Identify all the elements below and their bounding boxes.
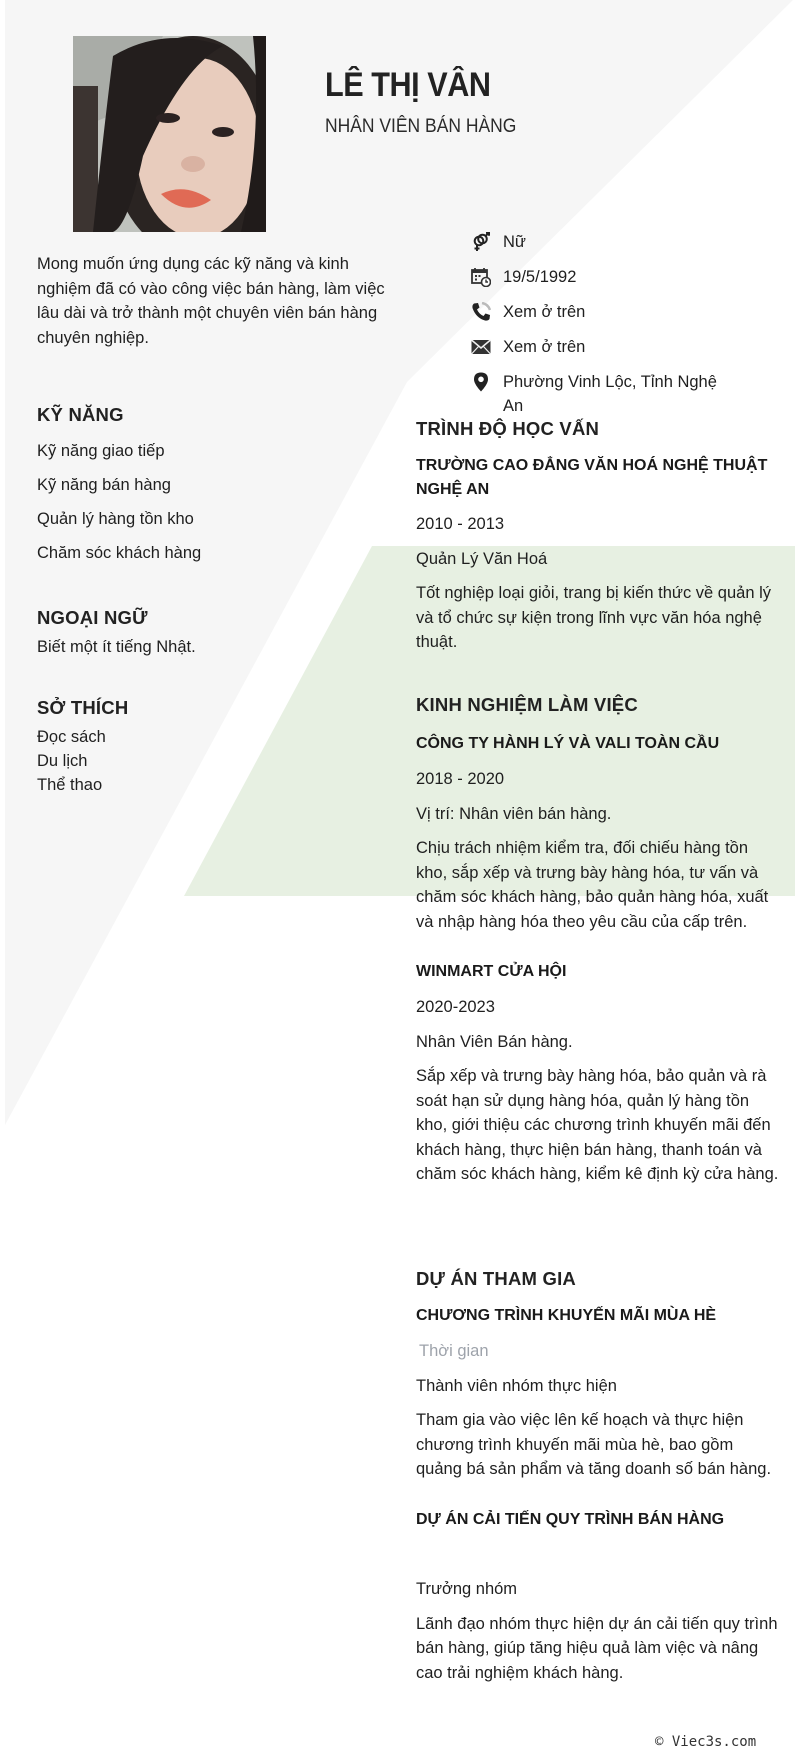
experience-entry	[416, 960, 781, 1187]
skill-item: Kỹ năng giao tiếp	[37, 442, 165, 460]
contact-birthday	[470, 265, 730, 300]
skills-section	[37, 404, 367, 565]
skill-item: Chăm sóc khách hàng	[37, 544, 202, 562]
project-description: Tham gia vào việc lên kế hoạch và thực hiện chương trình khuyến mãi mùa hè, bao gồm quảng bá sản phẩm và tăng doanh số bán hàng.	[416, 1411, 772, 1478]
project-period-placeholder	[416, 1543, 781, 1568]
experience-company: CÔNG TY HÀNH LÝ VÀ VALI TOÀN CẦU	[416, 735, 720, 752]
contact-phone	[470, 300, 730, 335]
experience-description: Chịu trách nhiệm kiểm tra, đối chiếu hàng tồn kho, sắp xếp và trưng bày hàng hóa, tư vấn và chăm sóc khách hàng, bảo quản hàng hóa, xuất và nhập hàng hóa theo yêu cầu của cấp trên.	[416, 839, 769, 931]
hobby-item: Du lịch	[37, 752, 88, 770]
gender-icon	[470, 230, 492, 254]
project-role: Thành viên nhóm thực hiện	[416, 1376, 617, 1395]
skill-item: Quản lý hàng tồn kho	[37, 510, 194, 528]
language-text: Biết một ít tiếng Nhật.	[37, 638, 196, 656]
skill-item: Kỹ năng bán hàng	[37, 476, 171, 494]
contact-gender	[470, 230, 730, 265]
project-entry	[416, 1304, 781, 1482]
contact-gender-text: Nữ	[503, 233, 526, 251]
experience-role: Nhân Viên Bán hàng.	[416, 1032, 573, 1051]
contact-address-text: Phường Vinh Lộc, Tỉnh Nghệ An	[503, 373, 717, 415]
phone-icon	[470, 300, 492, 324]
contact-email	[470, 335, 730, 370]
languages-section	[37, 607, 367, 659]
contact-email-text: Xem ở trên	[503, 338, 586, 356]
education-section	[416, 418, 781, 655]
experience-period: 2020-2023	[416, 998, 495, 1016]
contact-birthday-text: 19/5/1992	[503, 268, 577, 286]
calendar-icon	[470, 265, 492, 289]
contact-phone-text: Xem ở trên	[503, 303, 586, 321]
email-icon	[470, 335, 492, 359]
project-name: CHƯƠNG TRÌNH KHUYẾN MÃI MÙA HÈ	[416, 1307, 717, 1324]
project-name: DỰ ÁN CẢI TIẾN QUY TRÌNH BÁN HÀNG	[416, 1510, 725, 1528]
contact-address	[470, 370, 730, 418]
education-school: TRƯỜNG CAO ĐẲNG VĂN HOÁ NGHỆ THUẬT NGHỆ AN	[416, 457, 768, 498]
hobbies-title: SỞ THÍCH	[37, 697, 129, 718]
hobbies-section	[37, 697, 367, 797]
experience-role: Vị trí: Nhân viên bán hàng.	[416, 804, 612, 823]
experience-title: KINH NGHIỆM LÀM VIỆC	[416, 694, 638, 715]
skills-title: KỸ NĂNG	[37, 404, 124, 425]
education-major: Quản Lý Văn Hoá	[416, 549, 548, 568]
project-period-placeholder: Thời gian	[419, 1342, 489, 1360]
education-title: TRÌNH ĐỘ HỌC VẤN	[416, 418, 600, 439]
education-period: 2010 - 2013	[416, 515, 505, 533]
experience-period: 2018 - 2020	[416, 770, 505, 788]
languages-title: NGOẠI NGỮ	[37, 607, 148, 628]
hobby-item: Đọc sách	[37, 728, 106, 746]
projects-section	[416, 1268, 781, 1685]
experience-description: Sắp xếp và trưng bày hàng hóa, bảo quản và rà soát hạn sử dụng hàng hóa, quản lý hàng tồn kho, giới thiệu các chương trình khuyến mãi đến khách hàng, thực hiện bán hàng, thanh toán và chăm sóc khách hàng, kiểm kê định kỳ cửa hàng.	[416, 1067, 779, 1183]
profile-photo	[73, 36, 266, 232]
candidate-name: LÊ THỊ VÂN	[325, 66, 491, 104]
project-description: Lãnh đạo nhóm thực hiện dự án cải tiến quy trình bán hàng, giúp tăng hiệu quả làm việc và nâng cao trải nghiệm khách hàng.	[416, 1614, 778, 1682]
experience-company: WINMART CỬA HỘI	[416, 963, 567, 980]
education-description: Tốt nghiệp loại giỏi, trang bị kiến thức về quản lý và tổ chức sự kiện trong lĩnh vực văn hóa nghệ thuật.	[416, 584, 772, 651]
experience-section	[416, 694, 781, 1187]
hobby-item: Thể thao	[37, 776, 103, 794]
project-entry	[416, 1508, 781, 1686]
project-role: Trưởng nhóm	[416, 1580, 518, 1598]
location-pin-icon	[470, 370, 492, 394]
candidate-position: NHÂN VIÊN BÁN HÀNG	[325, 116, 517, 137]
projects-title: DỰ ÁN THAM GIA	[416, 1268, 576, 1289]
contact-info	[470, 230, 730, 418]
career-objective: Mong muốn ứng dụng các kỹ năng và kinh nghiệm đã có vào công việc bán hàng, làm việc lâu dài và trở thành một chuyên viên bán hàng chuyên nghiệp.	[37, 255, 385, 347]
experience-entry	[416, 732, 781, 934]
watermark: © Viec3s.com	[655, 1734, 757, 1750]
